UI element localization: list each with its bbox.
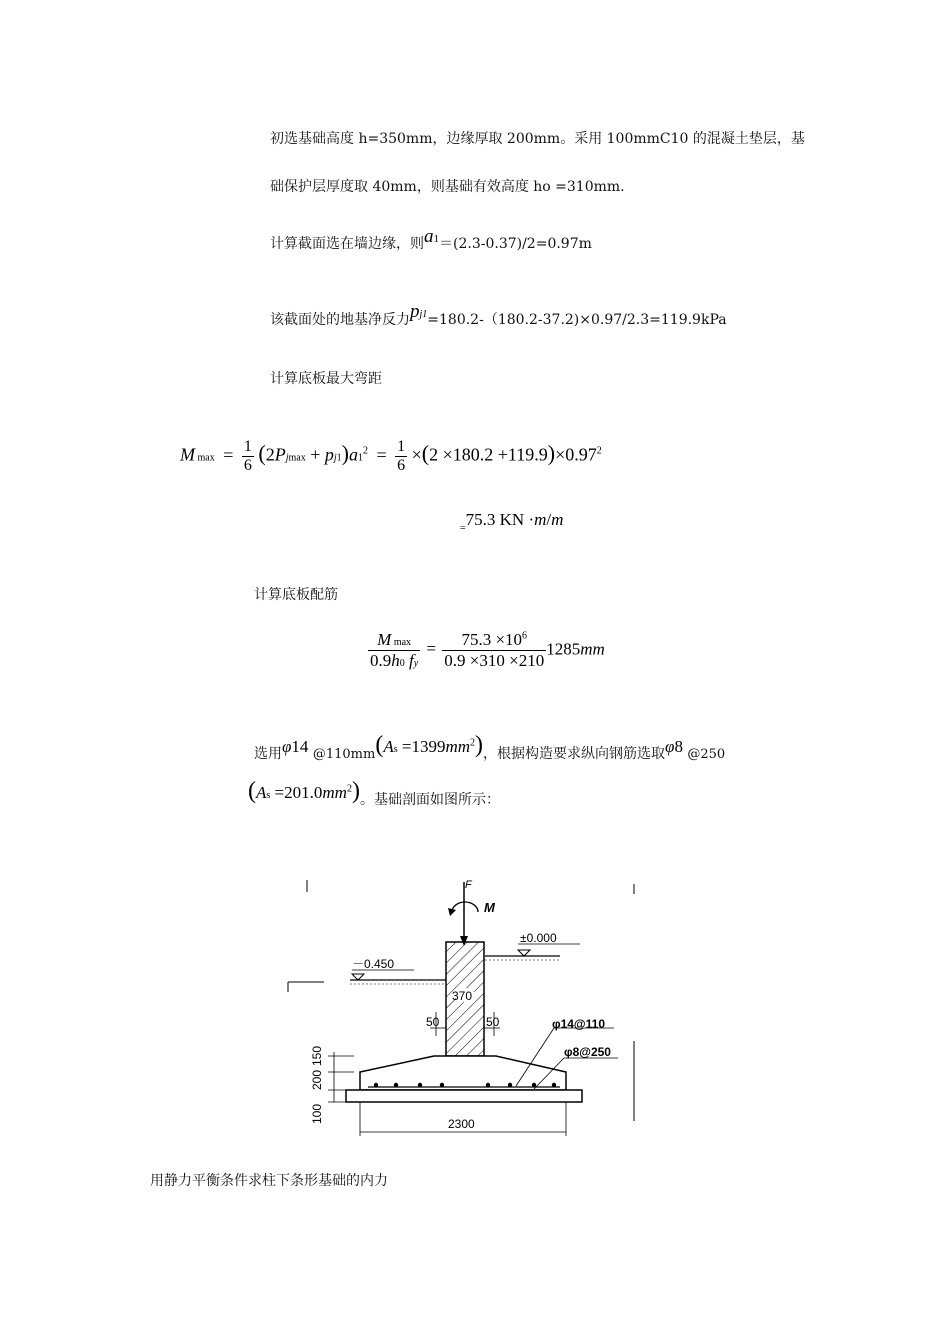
selection-prefix: 选用 xyxy=(254,746,282,762)
ground-level-right: ±0.000 xyxy=(520,931,557,945)
moment-label: M xyxy=(484,900,495,915)
dim-200-label: 200 xyxy=(310,1069,324,1090)
rebar-main-label: φ14@110 xyxy=(552,1017,605,1031)
paragraph-rebar-selection-line2 xyxy=(248,778,500,808)
bar2-spacing: @250 xyxy=(687,747,726,762)
moment-result: $_=$75.3 KN ·m/m xyxy=(460,510,564,534)
paragraph-height-line2: 础保护层厚度取 40mm，则基础有效高度 ho =310mm. xyxy=(270,179,625,195)
cushion-layer xyxy=(346,1090,582,1102)
offset-left-label: 50 xyxy=(426,1015,440,1029)
net-pressure-value: =180.2-（180.2-37.2)×0.97/2.3=119.9kPa xyxy=(427,312,727,328)
bar2-symbol: φ8 xyxy=(665,737,683,756)
pj1-symbol: pj1 xyxy=(410,301,428,322)
foundation-section-figure xyxy=(284,876,644,1136)
paragraph-rebar-heading: 计算底板配筋 xyxy=(254,587,338,603)
rebar-dist-label: φ8@250 xyxy=(564,1045,611,1059)
rebar-formula: $\frac{\text{M max}}{0.9h0 fy}$ = $\frac{75.3 \times 10^6}{0.9 \times 310 \times 210}$ 1285mm xyxy=(370,630,605,670)
paragraph-net-pressure xyxy=(270,301,727,330)
paragraph-section xyxy=(270,226,592,254)
dim-150-label: 150 xyxy=(310,1045,324,1066)
net-pressure-text: 该截面处的地基净反力 xyxy=(270,312,410,328)
paragraph-moment-heading: 计算底板最大弯距 xyxy=(270,371,382,387)
base-width-label: 2300 xyxy=(448,1117,475,1131)
selection-mid: ，根据构造要求纵向钢筋选取 xyxy=(483,746,666,762)
bar1-spacing: @110mm xyxy=(312,747,376,762)
offset-right-label: 50 xyxy=(486,1015,500,1029)
moment-formula: M max = $\frac{1}{6}$ $(2Pjmax + pj1)a1^2$ = $\frac{1}{6}$ $\times(2 \times 180.2 +119.9)\times 0.97^2$ xyxy=(180,438,602,474)
dim-100-label: 100 xyxy=(310,1103,324,1124)
wall-width-label: 370 xyxy=(452,989,473,1003)
selection-suffix: 。基础剖面如图所示： xyxy=(359,792,500,808)
ground-level-left: －0.450 xyxy=(352,957,395,971)
paragraph-height-line1: 初选基础高度 h=350mm，边缘厚取 200mm。采用 100mmC10 的混凝土垫层，基 xyxy=(270,131,805,147)
bar1-symbol: φ14 xyxy=(282,737,309,756)
load-label: F xyxy=(465,879,472,891)
bar1-area: $(As =1399mm^2)$ xyxy=(375,732,484,758)
moment-arc xyxy=(452,902,478,912)
section-value: ＝(2.3-0.37)/2=0.97m xyxy=(439,236,592,252)
paragraph-rebar-selection xyxy=(254,732,726,765)
paragraph-closing: 用静力平衡条件求柱下条形基础的内力 xyxy=(150,1173,388,1189)
bar2-area: $(As =201.0mm^2)$ xyxy=(248,778,360,804)
a1-symbol: a1 xyxy=(424,226,439,247)
section-text: 计算截面选在墙边缘，则 xyxy=(270,236,424,252)
